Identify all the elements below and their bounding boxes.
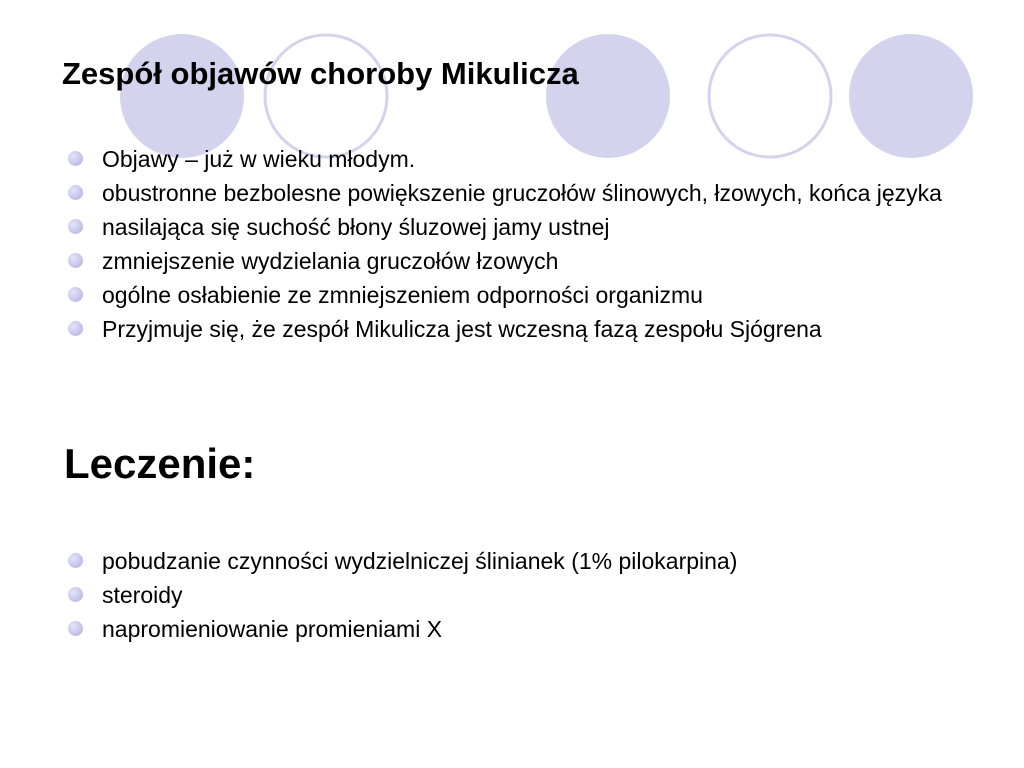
list-item-text: zmniejszenie wydzielania gruczołów łzowych <box>102 248 559 274</box>
bullet-icon <box>68 185 83 200</box>
list-item <box>66 146 966 172</box>
list-item <box>66 180 966 206</box>
bullet-icon <box>68 287 83 302</box>
list-item-text: ogólne osłabienie ze zmniejszeniem odporności organizmu <box>102 282 703 308</box>
slide-title: Zespół objawów choroby Mikulicza <box>62 56 579 91</box>
deco-circle-filled-1 <box>120 34 244 158</box>
list-item <box>66 282 966 308</box>
list-item-text: napromieniowanie promieniami X <box>102 616 443 642</box>
deco-circle-filled-3 <box>849 34 973 158</box>
list-item-text: steroidy <box>102 582 183 608</box>
treatment-list <box>66 548 966 650</box>
list-item-text: nasilająca się suchość błony śluzowej jamy ustnej <box>102 214 610 240</box>
bullet-icon <box>68 151 83 166</box>
bullet-icon <box>68 621 83 636</box>
bullet-icon <box>68 321 83 336</box>
list-item <box>66 582 966 608</box>
bullet-icon <box>68 587 83 602</box>
deco-circle-filled-2 <box>546 34 670 158</box>
list-item-text: Przyjmuje się, że zespół Mikulicza jest wczesną fazą zespołu Sjógrena <box>102 316 822 342</box>
list-item <box>66 316 966 342</box>
list-item <box>66 214 966 240</box>
bullet-icon <box>68 219 83 234</box>
list-item <box>66 248 966 274</box>
deco-circle-outline-2 <box>709 35 831 157</box>
list-item <box>66 548 966 574</box>
symptoms-list <box>66 146 966 350</box>
bullet-icon <box>68 553 83 568</box>
treatment-heading: Leczenie: <box>64 440 256 487</box>
list-item-text: pobudzanie czynności wydzielniczej ślinianek (1% pilokarpina) <box>102 548 738 574</box>
bullet-icon <box>68 253 83 268</box>
list-item-text: obustronne bezbolesne powiększenie gruczołów ślinowych, łzowych, końca języka <box>102 180 942 206</box>
list-item-text: Objawy – już w wieku młodym. <box>102 146 416 172</box>
list-item <box>66 616 966 642</box>
